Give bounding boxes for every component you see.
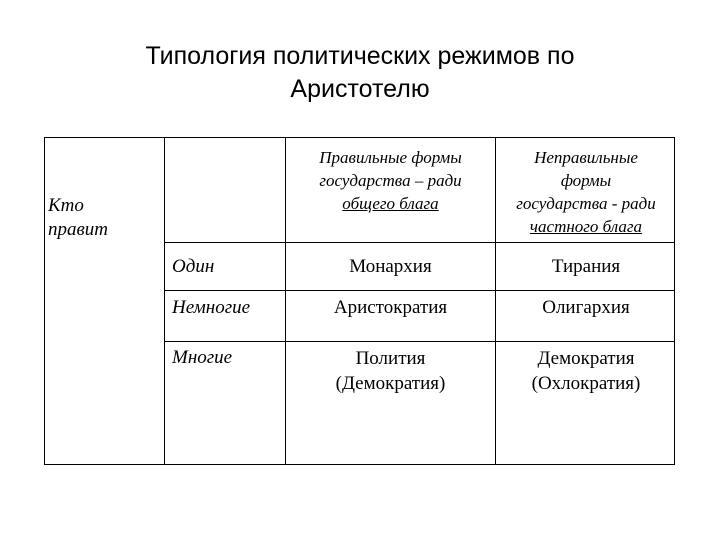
who-rules-line-2: правит — [48, 219, 108, 240]
row-divider-2 — [164, 290, 675, 291]
header-wrong-line-4: частного блага — [529, 217, 643, 236]
header-right-line-3: общего блага — [342, 194, 439, 213]
row-wrong-oligarchy: Олигархия — [542, 297, 630, 318]
row-wrong-tyranny: Тирания — [551, 256, 621, 277]
row-right-aristocracy: Аристократия — [333, 297, 448, 318]
header-right-word: Правильные — [319, 148, 408, 167]
regimes-table — [44, 137, 675, 465]
header-wrong-line-3: государства - ради — [516, 194, 656, 213]
title-line-1: Типология политических режимов по — [145, 42, 575, 70]
row-wrong-democracy — [496, 346, 676, 396]
header-wrong-forms — [496, 146, 676, 238]
row-right-monarchy: Монархия — [349, 256, 432, 277]
header-right-rest: формы — [407, 148, 462, 167]
header-wrong-line-1: Неправильные — [534, 148, 638, 167]
democracy-line-2: (Охлократия) — [531, 373, 641, 394]
row-who-many: Многие — [172, 347, 233, 368]
title-line-2: Аристотелю — [290, 75, 430, 103]
col-divider-1 — [164, 138, 165, 465]
header-right-line-2: государства – ради — [319, 171, 462, 190]
row-who-few: Немногие — [172, 297, 251, 318]
row-divider-1 — [164, 242, 675, 243]
who-rules-line-1: Кто — [48, 195, 84, 216]
row-who-one: Один — [172, 256, 215, 277]
header-right-forms — [286, 146, 495, 215]
polity-line-1: Полития — [355, 348, 426, 369]
row-right-polity — [286, 346, 495, 396]
democracy-line-1: Демократия — [537, 348, 635, 369]
polity-line-2: (Демократия) — [335, 373, 446, 394]
header-wrong-line-2: формы — [560, 171, 612, 190]
who-rules-label — [48, 194, 160, 242]
page-title — [0, 40, 720, 106]
row-divider-3 — [164, 341, 675, 342]
